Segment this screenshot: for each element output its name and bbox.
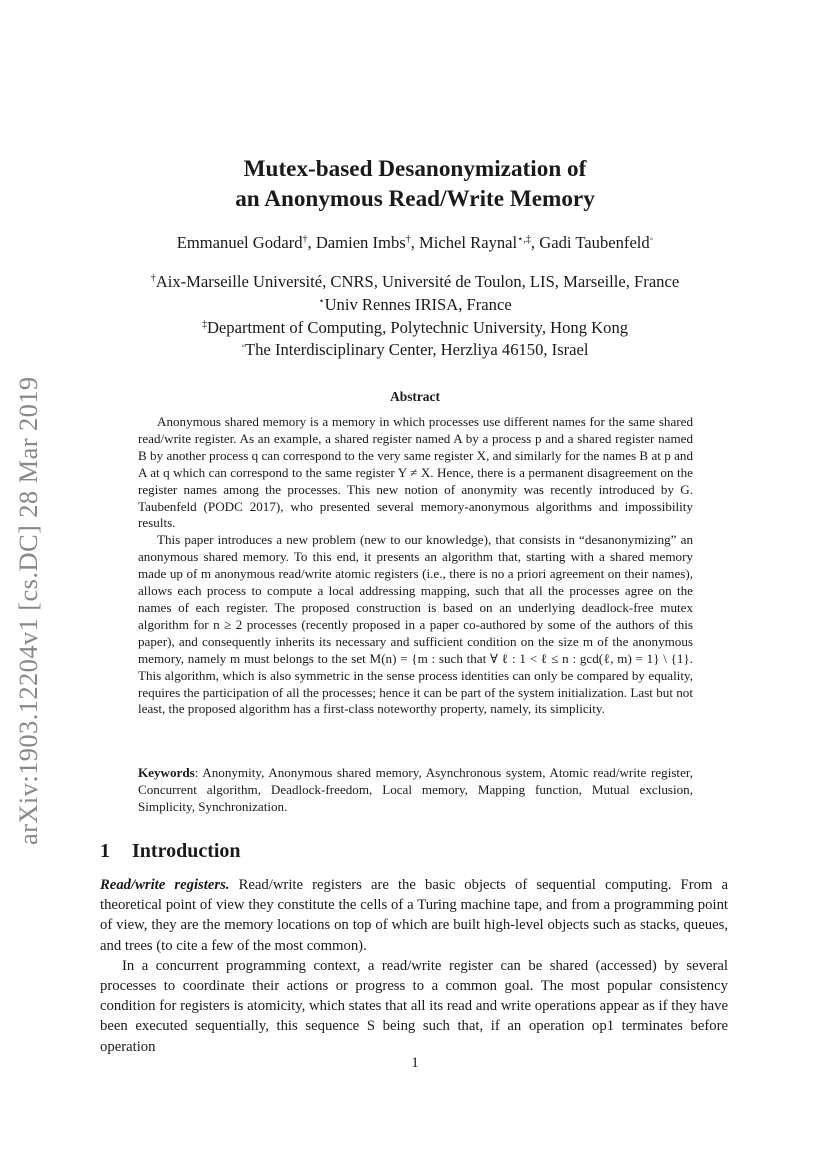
- author-mark: †: [405, 234, 411, 245]
- title-line-2: an Anonymous Read/Write Memory: [235, 186, 595, 212]
- section-number: 1: [100, 840, 110, 862]
- abstract-paragraph-2: This paper introduces a new problem (new to our knowledge), that consists in “desanonymizing” an anonymous shared memory. To this end, it presents an algorithm that, starting with a shared memory made up of m anonymous read/write atomic registers (i.e., there is no a priori agreement on their names), allows each process to compute a local addressing mapping, such that all the processes agree on the names of each register. The proposed construction is based on an underlying deadlock-free mutex algorithm for n ≥ 2 processes (recently proposed in a paper co-authored by some of the authors of this paper), and consequently inherits its necessary and sufficient condition on the size m of the anonymous memory, namely m must belongs to the set M(n) = {m : such that ∀ ℓ : 1 < ℓ ≤ n : gcd(ℓ, m) = 1} \ {1}. This algorithm, which is also symmetric in the sense process identities can only be compared by equality, requires the participation of all the processes; hence it can be part of the system initialization. Last but not least, the proposed algorithm has a first-class noteworthy property, namely, its simplicity.: [138, 532, 693, 717]
- affiliation-text: Aix-Marseille Université, CNRS, Université de Toulon, LIS, Marseille, France: [155, 272, 680, 291]
- paper-title: [100, 154, 730, 214]
- author-mark: †: [302, 234, 308, 245]
- affiliation-text: Department of Computing, Polytechnic University, Hong Kong: [206, 317, 629, 337]
- affiliation-mark: ◦: [241, 341, 245, 353]
- affiliation-list: [100, 272, 730, 363]
- author-name: Emmanuel Godard: [176, 233, 303, 252]
- abstract-body: [138, 414, 693, 718]
- abstract-heading: Abstract: [390, 389, 440, 404]
- affiliation-mark: ⋆: [318, 295, 325, 307]
- affiliation: [100, 272, 730, 295]
- affiliation-text: The Interdisciplinary Center, Herzliya 46150, Israel: [245, 340, 589, 360]
- intro-paragraph-1-text: Read/write registers are the basic objects of sequential computing. From a theoretical point of view they constitute the cells of a Turing machine tape, and from a programming point of view, they are the memory locations on top of which are built high-level objects such as stacks, queues, and trees (to cite a few of the most common).: [100, 877, 728, 954]
- affiliation-text: Univ Rennes IRISA, France: [324, 294, 512, 314]
- intro-body: [100, 875, 728, 1057]
- page-number: 1: [411, 1055, 419, 1071]
- keywords-text: : Anonymity, Anonymous shared memory, Asynchronous system, Atomic read/write register, Concurrent algorithm, Deadlock-freedom, Local memory, Mapping function, Mutual exclusion, Simplicity, Synchronization.: [138, 765, 693, 814]
- author-name: Gadi Taubenfeld: [539, 233, 650, 252]
- affiliation-mark: ‡: [201, 318, 207, 330]
- abstract-paragraph-1: Anonymous shared memory is a memory in which processes use different names for the same shared read/write register. As an example, a shared register named A by a process p and a shared register named B by another process q can correspond to the very same register X, and similarly for the names B at p and A at q which can correspond to the same register Y ≠ X. Hence, there is a permanent disagreement on the register names among the processes. This new notion of anonymity was recently introduced by G. Taubenfeld (PODC 2017), who presented several memory-anonymous algorithms and impossibility results.: [138, 414, 693, 531]
- section-title: Introduction: [132, 840, 241, 862]
- keywords-label: Keywords: [138, 765, 195, 780]
- affiliation: [100, 295, 730, 318]
- intro-paragraph-1: [100, 875, 728, 956]
- section-heading: [100, 840, 241, 863]
- title-line-1: Mutex-based Desanonymization of: [243, 156, 587, 182]
- author-name: Damien Imbs: [315, 233, 406, 252]
- paragraph-lead: Read/write registers.: [100, 877, 230, 893]
- affiliation: [100, 318, 730, 341]
- intro-paragraph-2: In a concurrent programming context, a read/write register can be shared (accessed) by several processes to coordinate their actions or progress to a common goal. The most popular consistency condition for registers is atomicity, which states that all its read and write operations appear as if they have been executed sequentially, this sequence S being such that, if an operation op1 terminates before operation: [100, 957, 728, 1055]
- author-mark: ◦: [649, 234, 654, 245]
- author-name: Michel Raynal: [419, 233, 518, 252]
- author-list: Emmanuel Godard†, Damien Imbs†, Michel Raynal⋆,‡, Gadi Taubenfeld◦: [176, 233, 654, 252]
- author-mark: ⋆,‡: [517, 234, 531, 245]
- keywords: [138, 764, 693, 815]
- affiliation-mark: †: [150, 273, 156, 284]
- affiliation: [100, 340, 730, 363]
- arxiv-identifier: arXiv:1903.12204v1 [cs.DC] 28 Mar 2019: [13, 376, 43, 845]
